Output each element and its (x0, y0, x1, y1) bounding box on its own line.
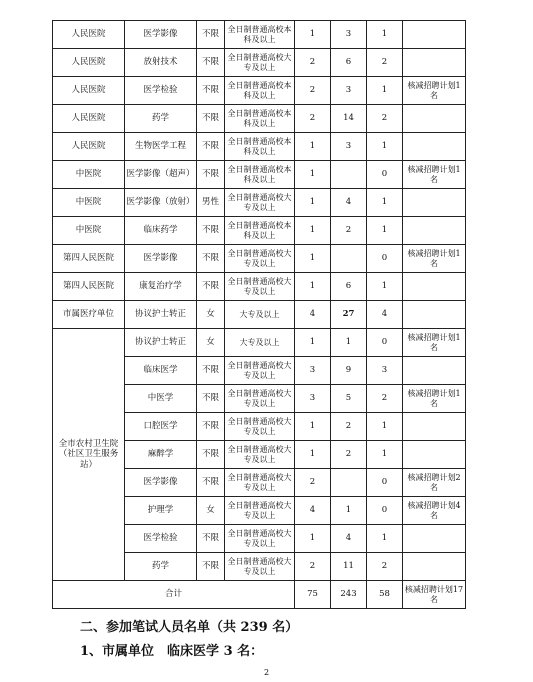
count-cell: 27 (331, 301, 367, 329)
gender-cell: 不限 (197, 245, 225, 273)
note-cell (403, 553, 466, 581)
gender-cell: 不限 (197, 385, 225, 413)
unit-cell: 人民医院 (53, 21, 125, 49)
education-cell: 全日制普通高校大专及以上 (225, 189, 295, 217)
count-cell: 1 (367, 77, 403, 105)
gender-cell: 不限 (197, 77, 225, 105)
note-cell (403, 413, 466, 441)
education-cell: 全日制普通高校本科及以上 (225, 77, 295, 105)
count-cell: 4 (295, 301, 331, 329)
unit-cell: 市属医疗单位 (53, 301, 125, 329)
total-label: 合计 (53, 581, 295, 609)
count-cell (331, 469, 367, 497)
major-cell: 医学影像 (125, 245, 197, 273)
count-cell: 3 (331, 77, 367, 105)
gender-cell: 不限 (197, 525, 225, 553)
note-cell (403, 441, 466, 469)
table-row (53, 189, 466, 217)
count-cell: 1 (295, 21, 331, 49)
note-cell: 核减招聘计划1名 (403, 245, 466, 273)
major-cell: 康复治疗学 (125, 273, 197, 301)
gender-cell: 不限 (197, 21, 225, 49)
table-row (53, 105, 466, 133)
major-cell: 药学 (125, 553, 197, 581)
table-row (53, 301, 466, 329)
count-cell: 4 (295, 497, 331, 525)
count-cell: 1 (295, 189, 331, 217)
major-cell: 生物医学工程 (125, 133, 197, 161)
count-cell: 2 (367, 105, 403, 133)
education-cell: 全日制普通高校大专及以上 (225, 385, 295, 413)
subheading: 1、市属单位 临床医学 3 名： (80, 644, 264, 659)
count-cell: 11 (331, 553, 367, 581)
count-cell: 1 (295, 217, 331, 245)
major-cell: 临床药学 (125, 217, 197, 245)
count-cell: 1 (367, 413, 403, 441)
education-cell: 全日制普通高校大专及以上 (225, 413, 295, 441)
count-cell: 0 (367, 245, 403, 273)
table-row (53, 329, 466, 357)
gender-cell: 不限 (197, 357, 225, 385)
count-cell: 2 (295, 105, 331, 133)
note-cell (403, 301, 466, 329)
note-cell (403, 49, 466, 77)
note-cell (403, 189, 466, 217)
table-row (53, 77, 466, 105)
unit-cell: 第四人民医院 (53, 245, 125, 273)
count-cell: 3 (295, 385, 331, 413)
gender-cell: 不限 (197, 161, 225, 189)
note-cell (403, 133, 466, 161)
count-cell: 4 (367, 301, 403, 329)
count-cell (331, 161, 367, 189)
major-cell: 协议护士转正 (125, 329, 197, 357)
table-row (53, 21, 466, 49)
count-cell: 1 (331, 497, 367, 525)
major-cell: 协议护士转正 (125, 301, 197, 329)
count-cell: 2 (331, 217, 367, 245)
count-cell: 2 (295, 553, 331, 581)
count-cell: 2 (367, 49, 403, 77)
count-cell: 2 (331, 441, 367, 469)
note-cell (403, 21, 466, 49)
count-cell: 1 (295, 413, 331, 441)
count-cell: 2 (331, 413, 367, 441)
count-cell: 3 (331, 21, 367, 49)
count-cell: 9 (331, 357, 367, 385)
major-cell: 医学检验 (125, 77, 197, 105)
note-cell: 核减招聘计划1名 (403, 329, 466, 357)
major-cell: 麻醉学 (125, 441, 197, 469)
major-cell: 药学 (125, 105, 197, 133)
count-cell: 6 (331, 49, 367, 77)
education-cell: 全日制普通高校本科及以上 (225, 161, 295, 189)
count-cell: 243 (331, 581, 367, 609)
education-cell: 全日制普通高校大专及以上 (225, 441, 295, 469)
major-cell: 口腔医学 (125, 413, 197, 441)
unit-cell: 全市农村卫生院（社区卫生服务站） (53, 329, 125, 581)
note-cell: 核减招聘计划17名 (403, 581, 466, 609)
section-heading: 二、参加笔试人员名单（共 239 名） (80, 620, 299, 635)
count-cell: 14 (331, 105, 367, 133)
education-cell: 全日制普通高校本科及以上 (225, 217, 295, 245)
count-cell: 4 (331, 525, 367, 553)
major-cell: 中医学 (125, 385, 197, 413)
gender-cell: 不限 (197, 105, 225, 133)
count-cell: 1 (367, 133, 403, 161)
table-row (53, 161, 466, 189)
count-cell: 75 (295, 581, 331, 609)
major-cell: 医学影像（放射） (125, 189, 197, 217)
count-cell: 3 (367, 357, 403, 385)
table-row (53, 245, 466, 273)
gender-cell: 不限 (197, 469, 225, 497)
unit-cell: 中医院 (53, 161, 125, 189)
note-cell: 核减招聘计划4名 (403, 497, 466, 525)
count-cell: 2 (295, 49, 331, 77)
count-cell: 58 (367, 581, 403, 609)
total-row (53, 581, 466, 609)
education-cell: 全日制普通高校大专及以上 (225, 469, 295, 497)
gender-cell: 女 (197, 301, 225, 329)
unit-cell: 中医院 (53, 189, 125, 217)
major-cell: 临床医学 (125, 357, 197, 385)
major-cell: 医学影像（超声） (125, 161, 197, 189)
unit-cell: 人民医院 (53, 77, 125, 105)
count-cell: 2 (295, 77, 331, 105)
education-cell: 全日制普通高校大专及以上 (225, 273, 295, 301)
count-cell: 1 (367, 21, 403, 49)
major-cell: 放射技术 (125, 49, 197, 77)
gender-cell: 不限 (197, 49, 225, 77)
unit-cell: 人民医院 (53, 133, 125, 161)
unit-cell: 人民医院 (53, 105, 125, 133)
count-cell: 1 (367, 189, 403, 217)
education-cell: 全日制普通高校本科及以上 (225, 133, 295, 161)
unit-cell: 人民医院 (53, 49, 125, 77)
unit-cell: 第四人民医院 (53, 273, 125, 301)
count-cell: 0 (367, 329, 403, 357)
education-cell: 全日制普通高校大专及以上 (225, 49, 295, 77)
education-cell: 全日制普通高校本科及以上 (225, 21, 295, 49)
count-cell: 1 (367, 273, 403, 301)
gender-cell: 男性 (197, 189, 225, 217)
major-cell: 医学影像 (125, 21, 197, 49)
education-cell: 全日制普通高校本科及以上 (225, 105, 295, 133)
education-cell: 全日制普通高校大专及以上 (225, 497, 295, 525)
count-cell: 1 (295, 245, 331, 273)
count-cell: 1 (295, 441, 331, 469)
count-cell: 1 (295, 133, 331, 161)
table-row (53, 273, 466, 301)
count-cell: 0 (367, 161, 403, 189)
count-cell: 1 (331, 329, 367, 357)
education-cell: 全日制普通高校大专及以上 (225, 525, 295, 553)
count-cell: 6 (331, 273, 367, 301)
count-cell: 1 (295, 525, 331, 553)
gender-cell: 不限 (197, 441, 225, 469)
note-cell: 核减招聘计划1名 (403, 161, 466, 189)
education-cell: 全日制普通高校大专及以上 (225, 357, 295, 385)
education-cell: 全日制普通高校大专及以上 (225, 245, 295, 273)
count-cell: 2 (295, 469, 331, 497)
note-cell (403, 105, 466, 133)
count-cell: 1 (295, 273, 331, 301)
note-cell: 核减招聘计划1名 (403, 77, 466, 105)
count-cell: 1 (295, 161, 331, 189)
note-cell (403, 357, 466, 385)
count-cell: 1 (295, 329, 331, 357)
count-cell: 2 (367, 385, 403, 413)
education-cell: 大专及以上 (225, 329, 295, 357)
count-cell: 5 (331, 385, 367, 413)
note-cell: 核减招聘计划2名 (403, 469, 466, 497)
note-cell (403, 217, 466, 245)
gender-cell: 不限 (197, 273, 225, 301)
note-cell (403, 273, 466, 301)
count-cell: 4 (331, 189, 367, 217)
count-cell: 3 (295, 357, 331, 385)
major-cell: 护理学 (125, 497, 197, 525)
count-cell: 0 (367, 469, 403, 497)
count-cell (331, 245, 367, 273)
unit-cell: 中医院 (53, 217, 125, 245)
count-cell: 1 (367, 217, 403, 245)
gender-cell: 不限 (197, 217, 225, 245)
page-number: 2 (263, 668, 270, 677)
gender-cell: 不限 (197, 553, 225, 581)
note-cell: 核减招聘计划1名 (403, 385, 466, 413)
note-cell (403, 525, 466, 553)
table-row (53, 133, 466, 161)
count-cell: 1 (367, 441, 403, 469)
count-cell: 3 (331, 133, 367, 161)
major-cell: 医学影像 (125, 469, 197, 497)
table-row (53, 49, 466, 77)
gender-cell: 不限 (197, 133, 225, 161)
major-cell: 医学检验 (125, 525, 197, 553)
table-row (53, 217, 466, 245)
gender-cell: 不限 (197, 413, 225, 441)
count-cell: 0 (367, 497, 403, 525)
count-cell: 1 (367, 525, 403, 553)
gender-cell: 女 (197, 497, 225, 525)
gender-cell: 女 (197, 329, 225, 357)
count-cell: 2 (367, 553, 403, 581)
recruitment-table (52, 20, 466, 609)
education-cell: 全日制普通高校大专及以上 (225, 553, 295, 581)
education-cell: 大专及以上 (225, 301, 295, 329)
